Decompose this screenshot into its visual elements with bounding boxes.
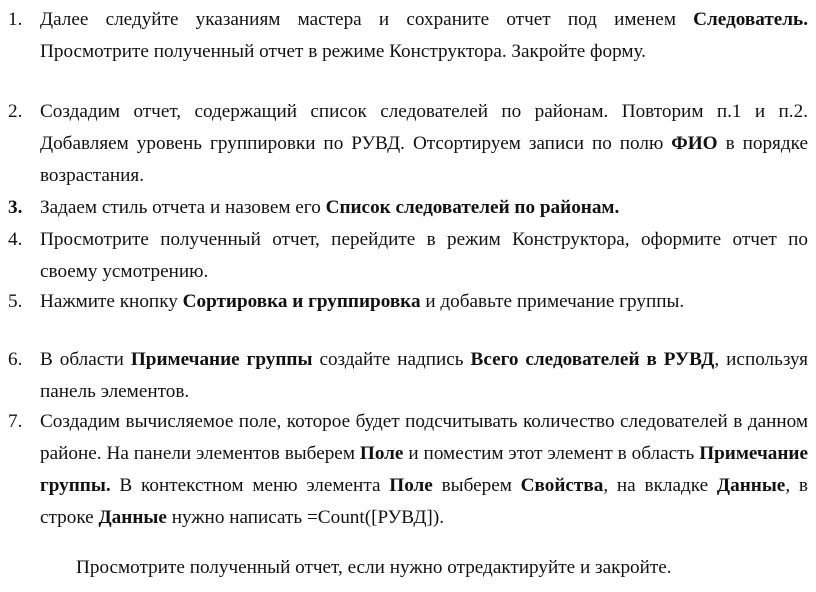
text-run: Создадим вычисляемое поле, которое будет подсчитывать количество следователей в данном районе. На панели элементов выберем [40, 411, 808, 464]
text-run: Далее следуйте указаниям мастера и сохраните отчет под именем [40, 9, 694, 30]
list-item [0, 224, 810, 288]
item-text [40, 4, 808, 68]
list-item [0, 344, 810, 408]
text-run: создайте надпись [312, 349, 471, 370]
item-text [40, 96, 808, 192]
list-item [0, 192, 810, 224]
text-run: и поместим этот элемент в область [403, 443, 700, 464]
bold-term: Данные [716, 475, 786, 496]
bold-term: ФИО [671, 133, 718, 154]
item-text [40, 192, 808, 224]
item-text [40, 286, 808, 318]
bold-term: Следователь. [693, 9, 808, 30]
bold-term: Примечание группы [130, 349, 313, 370]
closing-paragraph: Просмотрите полученный отчет, если нужно отредактируйте и закройте. [76, 557, 672, 578]
bold-term: Примечание группы. [40, 443, 809, 496]
item-number: 2. [8, 101, 23, 122]
text-run: Просмотрите полученный отчет, перейдите в режим Конструктора, оформите отчет по своему усмотрению. [40, 229, 808, 282]
bold-term: Поле [389, 475, 433, 496]
item-number: 6. [8, 349, 23, 370]
item-text [40, 344, 808, 408]
item-text [40, 406, 808, 534]
item-text [40, 224, 808, 288]
list-item [0, 406, 810, 534]
text-run: и добавьте примечание группы. [420, 291, 685, 312]
item-number: 3. [8, 197, 23, 218]
text-run: Создадим отчет, содержащий список следователей по районам. Повторим п.1 и п.2. Добавляем уровень группировки по РУВД. Отсортируем записи по полю [40, 101, 808, 154]
bold-term: Список следователей по районам. [325, 197, 620, 218]
item-number: 7. [8, 411, 23, 432]
text-run: В контекстном меню элемента [110, 475, 390, 496]
text-run: , на вкладке [603, 475, 717, 496]
text-run: Задаем стиль отчета и назовем его [40, 197, 326, 218]
item-number: 5. [8, 291, 23, 312]
list-item [0, 4, 810, 68]
item-number: 4. [8, 229, 23, 250]
text-run: Нажмите кнопку [40, 291, 183, 312]
bold-term: Свойства [520, 475, 604, 496]
list-item [0, 96, 810, 192]
list-item [0, 286, 810, 318]
bold-term: Всего следователей в РУВД [470, 349, 715, 370]
text-run: Просмотрите полученный отчет в режиме Конструктора. Закройте форму. [40, 41, 646, 62]
text-run: В области [40, 349, 131, 370]
bold-term: Сортировка и группировка [182, 291, 421, 312]
text-run: выберем [432, 475, 521, 496]
bold-term: Данные [98, 507, 167, 528]
bold-term: Поле [359, 443, 404, 464]
text-run: в порядке возрастания. [40, 133, 808, 186]
text-run: , используя панель элементов. [40, 349, 808, 402]
text-run: нужно написать =Count([РУВД]). [166, 507, 445, 528]
text-run: , в строке [40, 475, 808, 528]
item-number: 1. [8, 9, 23, 30]
